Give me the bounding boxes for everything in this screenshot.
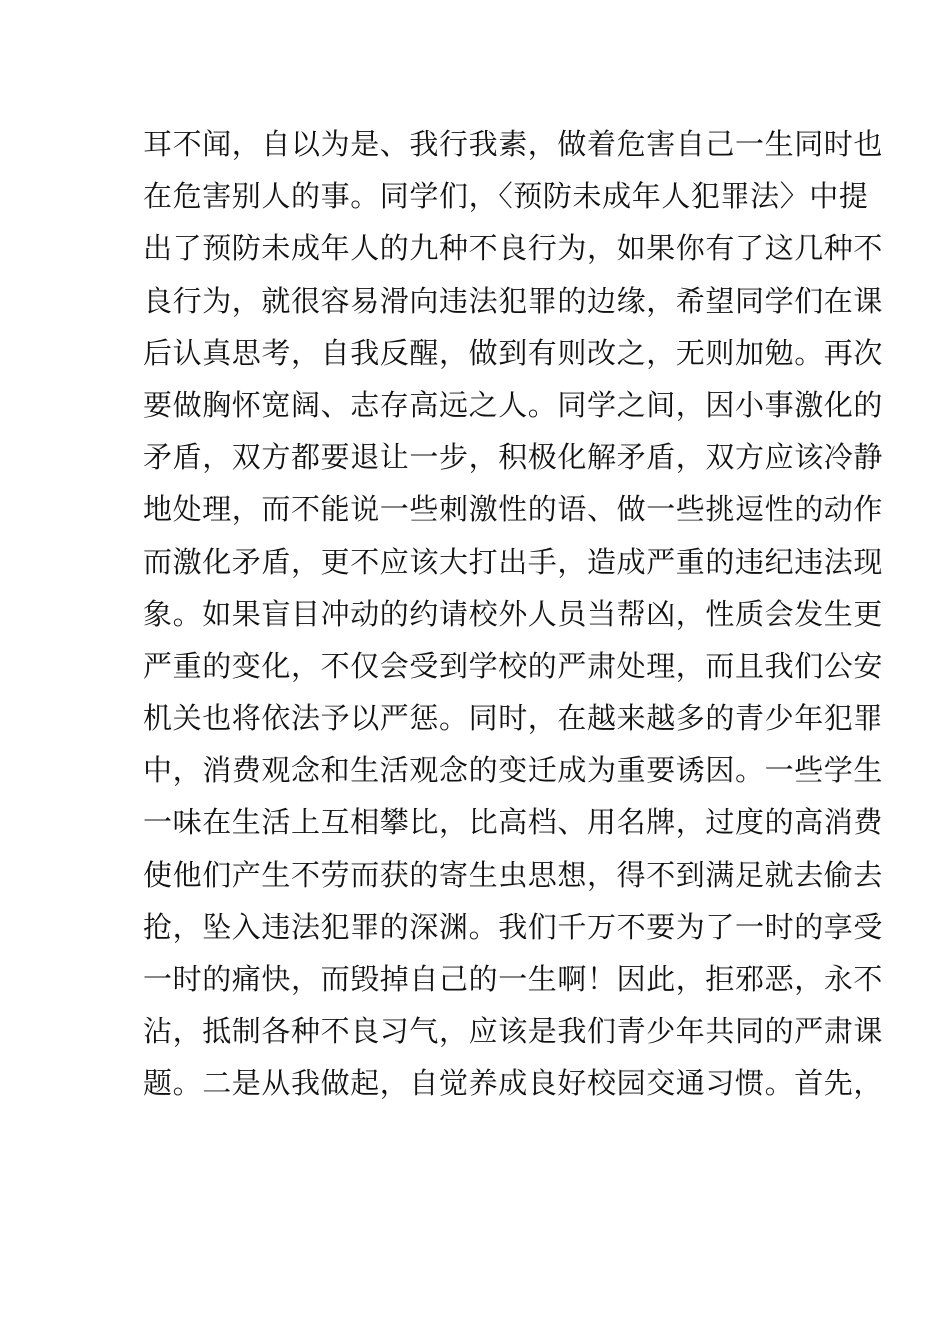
text-line-9: 而激化矛盾，更不应该大打出手，造成严重的违纪违法现 — [143, 544, 884, 579]
text-line-1: 耳不闻，自以为是、我行我素，做着危害自己一生同时也 — [143, 127, 884, 161]
text-line-14: 一味在生活上互相攀比，比高档、用名牌，过度的高消费 — [143, 805, 884, 840]
text-line-10: 象。如果盲目冲动的约请校外人员当帮凶，性质会发生更 — [143, 596, 884, 631]
text-line-15: 使他们产生不劳而获的寄生虫思想，得不到满足就去偷去 — [143, 857, 884, 892]
text-line-11: 严重的变化，不仅会受到学校的严肃处理，而且我们公安 — [143, 648, 884, 683]
text-line-7: 矛盾，双方都要退让一步，积极化解矛盾，双方应该冷静 — [143, 440, 884, 475]
text-line-6: 要做胸怀宽阔、志存高远之人。同学之间，因小事激化的 — [143, 387, 884, 422]
text-line-17: 一时的痛快，而毁掉自己的一生啊！因此，拒邪恶，永不 — [143, 962, 884, 996]
text-line-12: 机关也将依法予以严惩。同时，在越来越多的青少年犯罪 — [143, 701, 884, 736]
text-line-5: 后认真思考，自我反醒，做到有则改之，无则加勉。再次 — [143, 335, 884, 370]
body-text — [143, 118, 884, 1110]
text-line-2: 在危害别人的事。同学们，〈预防未成年人犯罪法〉中提 — [143, 179, 869, 214]
text-line-13: 中，消费观念和生活观念的变迁成为重要诱因。一些学生 — [143, 753, 884, 788]
text-line-3: 出了预防未成年人的九种不良行为，如果你有了这几种不 — [143, 231, 884, 266]
text-line-8: 地处理，而不能说一些刺激性的语、做一些挑逗性的动作 — [143, 492, 884, 527]
text-line-19: 题。二是从我做起，自觉养成良好校园交通习惯。首先， — [143, 1066, 884, 1101]
text-line-18: 沾，抵制各种不良习气，应该是我们青少年共同的严肃课 — [143, 1014, 884, 1049]
text-line-4: 良行为，就很容易滑向违法犯罪的边缘，希望同学们在课 — [143, 283, 884, 318]
text-line-16: 抢，坠入违法犯罪的深渊。我们千万不要为了一时的享受 — [143, 909, 884, 944]
